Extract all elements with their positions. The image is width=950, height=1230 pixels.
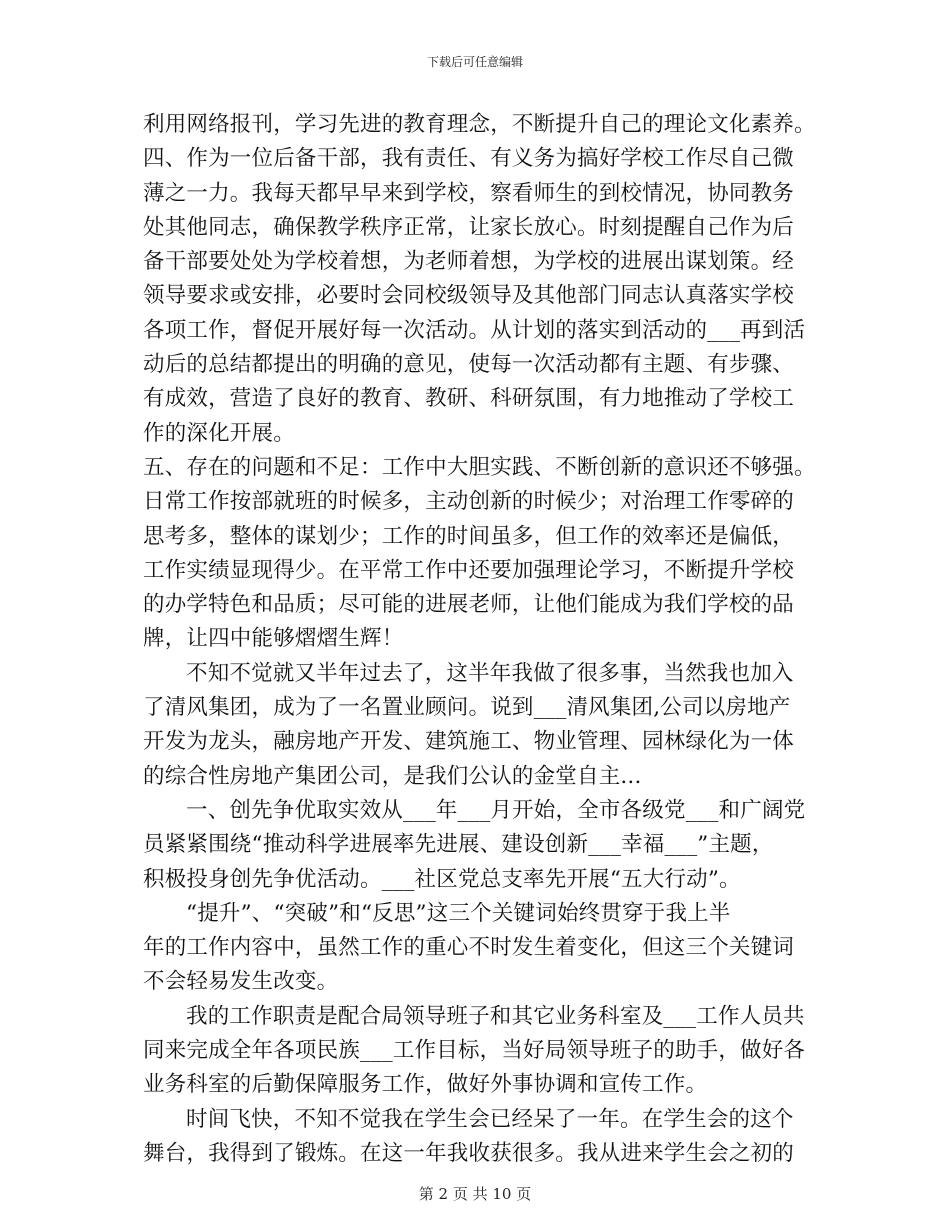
text-line: 我的工作职责是配合局领导班子和其它业务科室及___工作人员共 xyxy=(186,1003,805,1029)
text-line: 时间飞快，不知不觉我在学生会已经呆了一年。在学生会的这个 xyxy=(186,1106,794,1132)
text-line: 各项工作，督促开展好每一次活动。从计划的落实到活动的___再到活 xyxy=(143,317,806,343)
text-line: 员紧紧围绕“推动科学进展率先进展、建设创新___幸福___”主题， xyxy=(143,832,774,858)
text-line: 开发为龙头，融房地产开发、建筑施工、物业管理、园林绿化为一体 xyxy=(143,729,795,755)
text-line: 处其他同志，确保教学秩序正常，让家长放心。时刻提醒自己作为后 xyxy=(143,214,795,240)
text-line: 舞台，我得到了锻炼。在这一年我收获很多。我从进来学生会之初的 xyxy=(143,1140,795,1166)
text-line: 了清风集团，成为了一名置业顾问。说到___清风集团,公司以房地产 xyxy=(143,695,791,721)
text-line: 一、创先争优取实效从___年___月开始，全市各级党___和广阔党 xyxy=(186,797,806,823)
text-line: 的办学特色和品质；尽可能的进展老师，让他们能成为我们学校的品 xyxy=(143,592,795,618)
text-line: 同来完成全年各项民族___工作目标，当好局领导班子的助手，做好各 xyxy=(143,1038,806,1064)
text-line: 思考多，整体的谋划少；工作的时间虽多，但工作的效率还是偏低， xyxy=(143,523,795,549)
text-line: 备干部要处处为学校着想，为老师着想，为学校的进展出谋划策。经 xyxy=(143,249,795,275)
text-line: 有成效，营造了良好的教育、教研、科研氛围，有力地推动了学校工 xyxy=(143,386,795,412)
text-line: 积极投身创先争优活动。___社区党总支率先开展“五大行动”。 xyxy=(143,866,741,892)
text-line: 工作实绩显现得少。在平常工作中还要加强理论学习，不断提升学校 xyxy=(143,557,795,583)
page-header: 下载后可任意编辑 xyxy=(426,55,523,69)
text-line: 牌，让四中能够熠熠生辉！ xyxy=(143,626,404,652)
text-line: 日常工作按部就班的时候多，主动创新的时候少；对治理工作零碎的 xyxy=(143,489,795,515)
text-line: 业务科室的后勤保障服务工作，做好外事协调和宣传工作。 xyxy=(143,1072,708,1098)
text-line: “提升”、“突破”和“反思”这三个关键词始终贯穿于我上半 xyxy=(186,900,731,926)
text-line: 动后的总结都提出的明确的意见，使每一次活动都有主题、有步骤、 xyxy=(143,352,795,378)
text-line: 五、存在的问题和不足：工作中大胆实践、不断创新的意识还不够强。 xyxy=(143,454,816,480)
text-line: 作的深化开展。 xyxy=(143,420,295,446)
text-line: 不知不觉就又半年过去了，这半年我做了很多事，当然我也加入 xyxy=(186,660,794,686)
text-line: 年的工作内容中，虽然工作的重心不时发生着变化，但这三个关键词 xyxy=(143,935,795,961)
page-footer: 第 2 页 共 10 页 xyxy=(418,1185,532,1203)
text-line: 不会轻易发生改变。 xyxy=(143,969,339,995)
text-line: 利用网络报刊，学习先进的教育理念，不断提升自己的理论文化素养。 xyxy=(143,112,816,137)
text-line: 领导要求或安排，必要时会同校级领导及其他部门同志认真落实学校 xyxy=(143,283,795,309)
text-line: 四、作为一位后备干部，我有责任、有义务为搞好学校工作尽自己微 xyxy=(143,146,795,172)
text-line: 的综合性房地产集团公司，是我们公认的金堂自主... xyxy=(143,763,642,789)
document-body xyxy=(143,108,823,1171)
text-line: 薄之一力。我每天都早早来到学校，察看师生的到校情况，协同教务 xyxy=(143,180,795,206)
